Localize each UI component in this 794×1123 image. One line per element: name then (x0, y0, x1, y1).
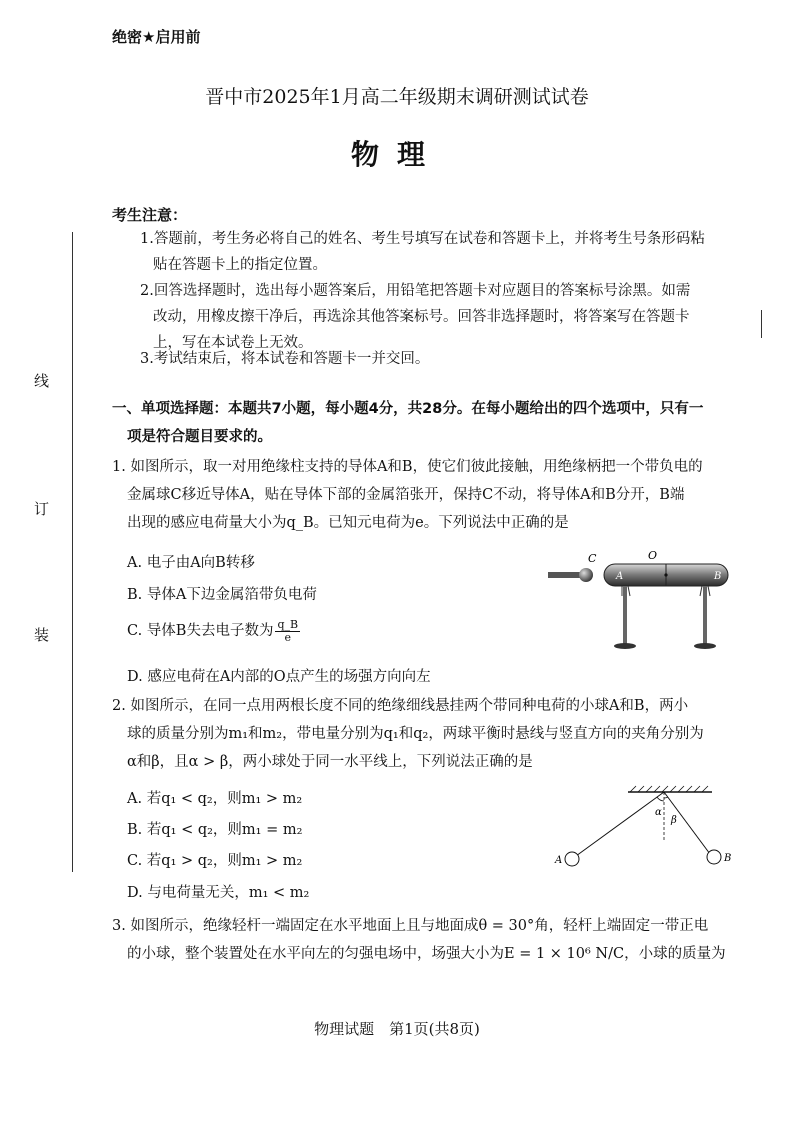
metal-ball-c (579, 568, 593, 582)
label-b: B (714, 571, 722, 582)
pillar-b (703, 586, 707, 644)
base-b (694, 643, 716, 649)
label-o: O (648, 549, 658, 562)
q2-option-c: C. 若q₁ > q₂，则m₁ > m₂ (127, 853, 303, 869)
q3-stem-line2: 的小球，整个装置处在水平向左的匀强电场中，场强大小为E = 1 × 10⁶ N/C，小球的质量为 (127, 946, 726, 962)
q2-stem-line3: α和β，且α > β，两小球处于同一水平线上，下列说法正确的是 (127, 754, 533, 770)
insulating-handle (548, 572, 582, 578)
q1-option-c-numerator: q_B (277, 617, 299, 631)
notice-heading: 考生注意： (112, 206, 188, 224)
page-footer: 物理试题 第1页(共8页) (314, 1020, 480, 1038)
ball-a (565, 852, 579, 866)
label-ball-b: B (724, 853, 732, 864)
section1-heading: 一、单项选择题：本题共7小题，每小题4分，共28分。在每小题给出的四个选项中，只有一 (112, 401, 704, 417)
q1-option-b: B. 导体A下边金属箔带负电荷 (127, 587, 317, 603)
q1-option-a: A. 电子由A向B转移 (127, 555, 255, 571)
notice-item-2: 2.回答选择题时，选出每小题答案后，用铅笔把答题卡对应题目的答案标号涂黑。如需 (140, 283, 691, 299)
confidential-mark: 绝密★启用前 (112, 28, 201, 46)
point-o (664, 573, 667, 576)
notice-item-3: 3.考试结束后，将本试卷和答题卡一并交回。 (140, 351, 430, 367)
q2-option-b: B. 若q₁ < q₂，则m₁ = m₂ (127, 822, 303, 838)
margin-label-xian: 线 (34, 372, 50, 390)
margin-label-ding: 订 (34, 500, 50, 518)
pillar-a (623, 586, 627, 644)
q1-stem-line2: 金属球C移近导体A，贴在导体下部的金属箔张开，保持C不动，将导体A和B分开，B端 (127, 487, 685, 503)
label-c: C (588, 552, 597, 565)
margin-label-zhuang: 装 (34, 626, 50, 644)
margin-tick (761, 310, 762, 338)
section1-heading-cont: 项是符合题目要求的。 (127, 429, 272, 445)
q1-option-d: D. 感应电荷在A内部的O点产生的场强方向向左 (127, 669, 431, 685)
thread-a (576, 792, 664, 856)
q1-option-c-denominator: e (284, 630, 292, 644)
q2-pendulum-figure (552, 782, 736, 874)
label-beta: β (671, 815, 677, 826)
angle-alpha-arc (657, 797, 664, 801)
q3-stem-line1: 3. 如图所示，绝缘轻杆一端固定在水平地面上且与地面成θ = 30°角，轻杆上端固定一带正电 (112, 918, 709, 934)
q1-conductor-figure (548, 548, 738, 660)
ball-b (707, 850, 721, 864)
angle-beta-arc (664, 797, 668, 798)
q1-stem-line1: 1. 如图所示，取一对用绝缘柱支持的导体A和B，使它们彼此接触，用绝缘柄把一个带负电的 (112, 459, 703, 475)
notice-item-1-cont: 贴在答题卡上的指定位置。 (153, 257, 327, 273)
exam-title: 晋中市2025年1月高二年级期末调研测试试卷 (205, 86, 589, 108)
binding-margin-line (72, 232, 73, 872)
foil-b-left (700, 586, 702, 596)
notice-item-2-cont1: 改动，用橡皮擦干净后，再选涂其他答案标号。回答非选择题时，将答案写在答题卡 (153, 309, 690, 325)
notice-item-1: 1.答题前，考生务必将自己的姓名、考生号填写在试卷和答题卡上，并将考生号条形码粘 (140, 231, 705, 247)
ceiling-hatching (630, 786, 708, 792)
notice-item-2-cont2: 上，写在本试卷上无效。 (153, 335, 313, 351)
label-alpha: α (655, 807, 662, 818)
foil-a-right (628, 586, 630, 596)
subject-title: 物理 (350, 138, 443, 171)
q2-stem-line2: 球的质量分别为m₁和m₂，带电量分别为q₁和q₂，两球平衡时悬线与竖直方向的夹角分别为 (127, 726, 704, 742)
q1-option-c: C. 导体B失去电子数为 $\frac{q\_B}{e}$ (127, 617, 299, 644)
foil-b-right (708, 586, 710, 596)
label-a: A (616, 571, 624, 582)
q2-option-a: A. 若q₁ < q₂，则m₁ > m₂ (127, 791, 303, 807)
q1-stem-line3: 出现的感应电荷量大小为q_B。已知元电荷为e。下列说法中正确的是 (127, 515, 569, 531)
q2-option-d: D. 与电荷量无关，m₁ < m₂ (127, 885, 310, 901)
base-a (614, 643, 636, 649)
label-ball-a: A (555, 855, 563, 866)
q2-stem-line1: 2. 如图所示，在同一点用两根长度不同的绝缘细线悬挂两个带同种电荷的小球A和B，两小 (112, 698, 689, 714)
